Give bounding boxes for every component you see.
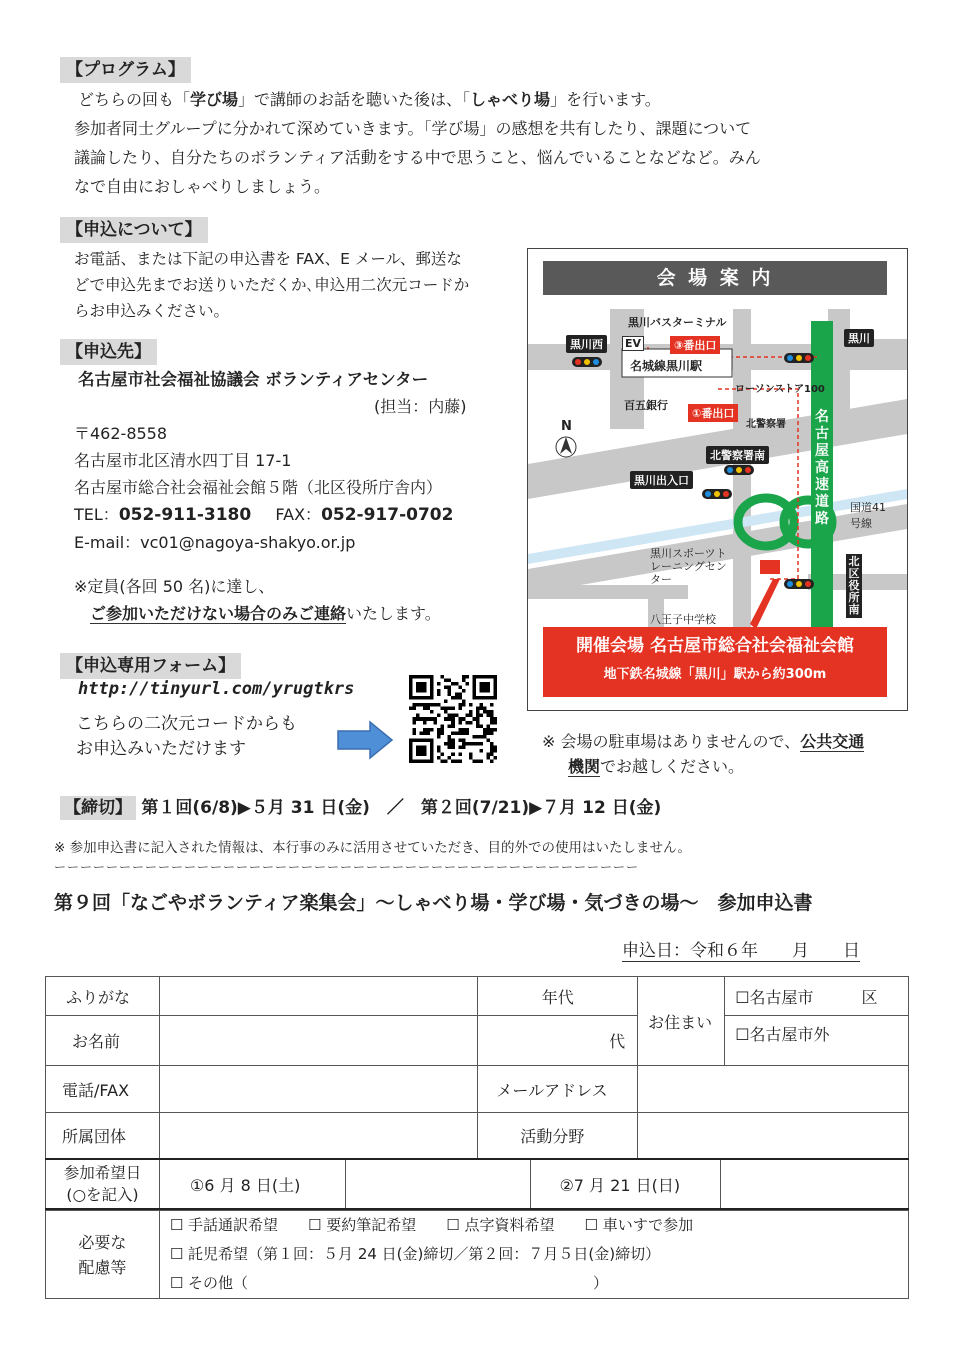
contact-person: (担当：内藤) [374, 397, 467, 416]
map-exit-3: ③番出口 [670, 336, 720, 354]
table-row [46, 977, 909, 1016]
name-label: お名前 [46, 1016, 160, 1066]
email-input[interactable] [638, 1066, 909, 1113]
capacity-note-2 [90, 599, 441, 628]
map-north: N [561, 419, 572, 434]
apply-line-2: どで申込先までお送りいただくか､申込用二次元コードか [74, 276, 470, 294]
contact-address-2: 名古屋市総合社会福祉会館５階（北区役所庁舎内） [74, 478, 443, 497]
program-text: 」を行います。 [550, 90, 661, 109]
needs-table [45, 1210, 909, 1299]
parking-note-text: ※ 会場の駐車場はありませんので、 [542, 732, 801, 751]
date-option-2-mark[interactable] [721, 1159, 909, 1209]
traffic-signal-icon [724, 465, 754, 475]
age-label: 年代 [478, 977, 638, 1016]
deadline-label: 【締切】 [60, 796, 136, 820]
map-ramp: 黒川出入口 [630, 471, 693, 489]
privacy-note: ※ 参加申込書に記入された情報は、本行事のみに活用させていただき、目的外での使用はいたしません。 [54, 840, 691, 856]
needs-checkboxes-row-1[interactable]: ☐ 手話通訳希望 ☐ 要約筆記希望 ☐ 点字資料希望 ☐ 車いすで参加 [169, 1216, 694, 1234]
program-text: 」で講師のお話を聴いた後は、「 [238, 90, 471, 109]
date-option-2: ②7 月 21 日(日) [531, 1159, 721, 1209]
fax-number: 052-917-0702 [321, 505, 454, 525]
furigana-label: ふりがな [46, 977, 160, 1016]
name-input[interactable] [159, 1016, 478, 1066]
map-title: 会 場 案 内 [656, 267, 774, 289]
table-row [46, 1066, 909, 1113]
map-kurokawa: 黒川 [844, 329, 874, 347]
group-label: 所属団体 [46, 1113, 160, 1159]
program-line-2: 参加者同士グループに分かれて深めていきます。「学び場」の感想を共有したり、課題について [74, 119, 752, 138]
traffic-signal-icon [784, 579, 814, 589]
table-row [46, 1016, 909, 1066]
phone-label: 電話/FAX [46, 1066, 160, 1113]
phone-input[interactable] [159, 1066, 478, 1113]
venue-map [527, 248, 908, 711]
tel-label: TEL： [74, 505, 119, 524]
map-kurokawa-nishi: 黒川西 [566, 335, 607, 353]
deadline-row [60, 795, 661, 821]
wish-date-label-1: 参加希望日 [63, 1164, 142, 1182]
needs-options [159, 1211, 908, 1299]
venue-access: 地下鉄名城線「黒川」駅から約300m [603, 667, 827, 682]
needs-label-1: 必要な [78, 1232, 127, 1252]
traffic-signal-icon [572, 357, 602, 367]
group-input[interactable] [159, 1113, 478, 1159]
application-form-table [45, 976, 909, 1159]
email-label: メールアドレス [478, 1066, 638, 1113]
capacity-note: ※定員(各回 50 名)に達し、 [74, 577, 275, 596]
public-transport-emphasis: 公共交通 [800, 732, 865, 751]
program-line-3: 議論したり、自分たちのボランティア活動をする中で思うこと、悩んでいることなどなど。みん [74, 148, 761, 167]
manabiba-emphasis: 学び場 [190, 90, 239, 109]
age-input[interactable]: 代 [478, 1016, 638, 1066]
deadline-text: 第１回(6/8)▶５月 31 日(金) ／ 第２回(7/21)▶７月 12 日(金) [141, 798, 662, 818]
shaberiba-emphasis: しゃべり場 [470, 90, 551, 109]
address-outside-nagoya[interactable]: ☐名古屋市外 [725, 1016, 909, 1066]
wish-date-label [46, 1159, 160, 1209]
table-row [46, 1211, 909, 1299]
map-sports-center: 黒川スポーツトレーニングセンター [650, 547, 727, 586]
parking-note-2 [568, 752, 744, 781]
wish-date-label-2: (○を記入) [66, 1186, 139, 1204]
apply-line-3: らお申込みください。 [74, 302, 230, 320]
program-text: どちらの回も「 [78, 90, 191, 109]
map-exit-1: ①番出口 [688, 404, 738, 422]
contact-postal: 〒462-8558 [74, 424, 168, 443]
tel-number: 052-911-3180 [118, 505, 252, 525]
map-police-box: 北警察署 [746, 419, 786, 430]
table-row [46, 1159, 909, 1209]
map-bank: 百五銀行 [624, 399, 668, 412]
contact-address-1: 名古屋市北区清水四丁目 17-1 [74, 451, 292, 470]
field-input[interactable] [638, 1113, 909, 1159]
map-lawson: ローソンストア100 [735, 384, 825, 395]
venue-banner [543, 627, 887, 697]
program-heading: 【プログラム】 [60, 57, 191, 83]
map-ward-south: 北区役所南 [846, 554, 862, 618]
needs-label [46, 1211, 160, 1299]
fax-label: FAX： [275, 505, 322, 524]
address-label: お住まい [638, 977, 725, 1066]
address-in-nagoya[interactable]: ☐名古屋市 区 [725, 977, 909, 1016]
form-url[interactable]: http://tinyurl.com/yrugtkrs [78, 679, 355, 699]
map-station: 名城線黒川駅 [630, 359, 703, 373]
form-desc-1: こちらの二次元コードからも [76, 714, 297, 734]
program-line-4: なで自由におしゃべりしましょう。 [74, 177, 331, 196]
table-row [46, 1113, 909, 1159]
arrow-right-icon [336, 720, 394, 760]
contact-phone-fax [74, 500, 453, 530]
form-desc-2: お申込みいただけます [76, 739, 246, 759]
contact-org: 名古屋市社会福祉協議会 ボランティアセンター [78, 370, 429, 389]
program-line-1 [78, 85, 661, 114]
other-needs-checkbox[interactable]: ☐ その他（ ） [169, 1274, 609, 1292]
traffic-signal-icon [702, 489, 732, 499]
contact-email[interactable]: E-mail：vc01@nagoya-shakyo.or.jp [74, 533, 356, 552]
map-police-south: 北警察署南 [706, 446, 769, 464]
map-bus-terminal: 黒川バスターミナル [628, 316, 727, 329]
furigana-input[interactable] [159, 977, 478, 1016]
field-label: 活動分野 [478, 1113, 638, 1159]
map-ev: EV [622, 336, 644, 351]
map-school: 八王子中学校 [650, 613, 716, 626]
needs-label-2: 配慮等 [78, 1257, 127, 1277]
childcare-checkbox[interactable]: ☐ 託児希望（第１回：５月 24 日(金)締切／第２回：７月５日(金)締切） [169, 1245, 661, 1263]
contact-heading: 【申込先】 [60, 339, 157, 365]
map-route-41: 国道41号線 [850, 501, 886, 530]
map-expressway: 名古屋高速道路 [815, 409, 829, 527]
form-heading: 【申込専用フォーム】 [60, 653, 241, 679]
date-option-1: ①6 月 8 日(土) [159, 1159, 345, 1209]
apply-line-1: お電話、または下記の申込書を FAX、E メール、郵送な [74, 250, 462, 268]
apply-heading: 【申込について】 [60, 217, 208, 243]
capacity-note-tail: いたします。 [346, 604, 441, 623]
public-transport-emphasis: 機関 [568, 757, 601, 776]
contact-only-if-full: ご参加いただけない場合のみご連絡 [90, 604, 347, 623]
date-selection-table [45, 1158, 909, 1210]
date-option-1-mark[interactable] [345, 1159, 531, 1209]
parking-note-text: でお越しください。 [600, 757, 745, 776]
qr-code-icon[interactable] [409, 675, 497, 763]
cut-line: ーーーーーーーーーーーーーーーーーーーーーーーーーーーーーーーーーーーーーーーーーーーーー [54, 860, 640, 874]
traffic-signal-icon [784, 353, 814, 363]
application-date[interactable]: 申込日：令和６年 月 日 [622, 936, 860, 962]
venue-name: 開催会場 名古屋市総合社会福祉会館 [576, 636, 854, 656]
form-title: 第９回「なごやボランティア楽集会」～しゃべり場・学び場・気づきの場～ 参加申込書 [54, 892, 813, 914]
